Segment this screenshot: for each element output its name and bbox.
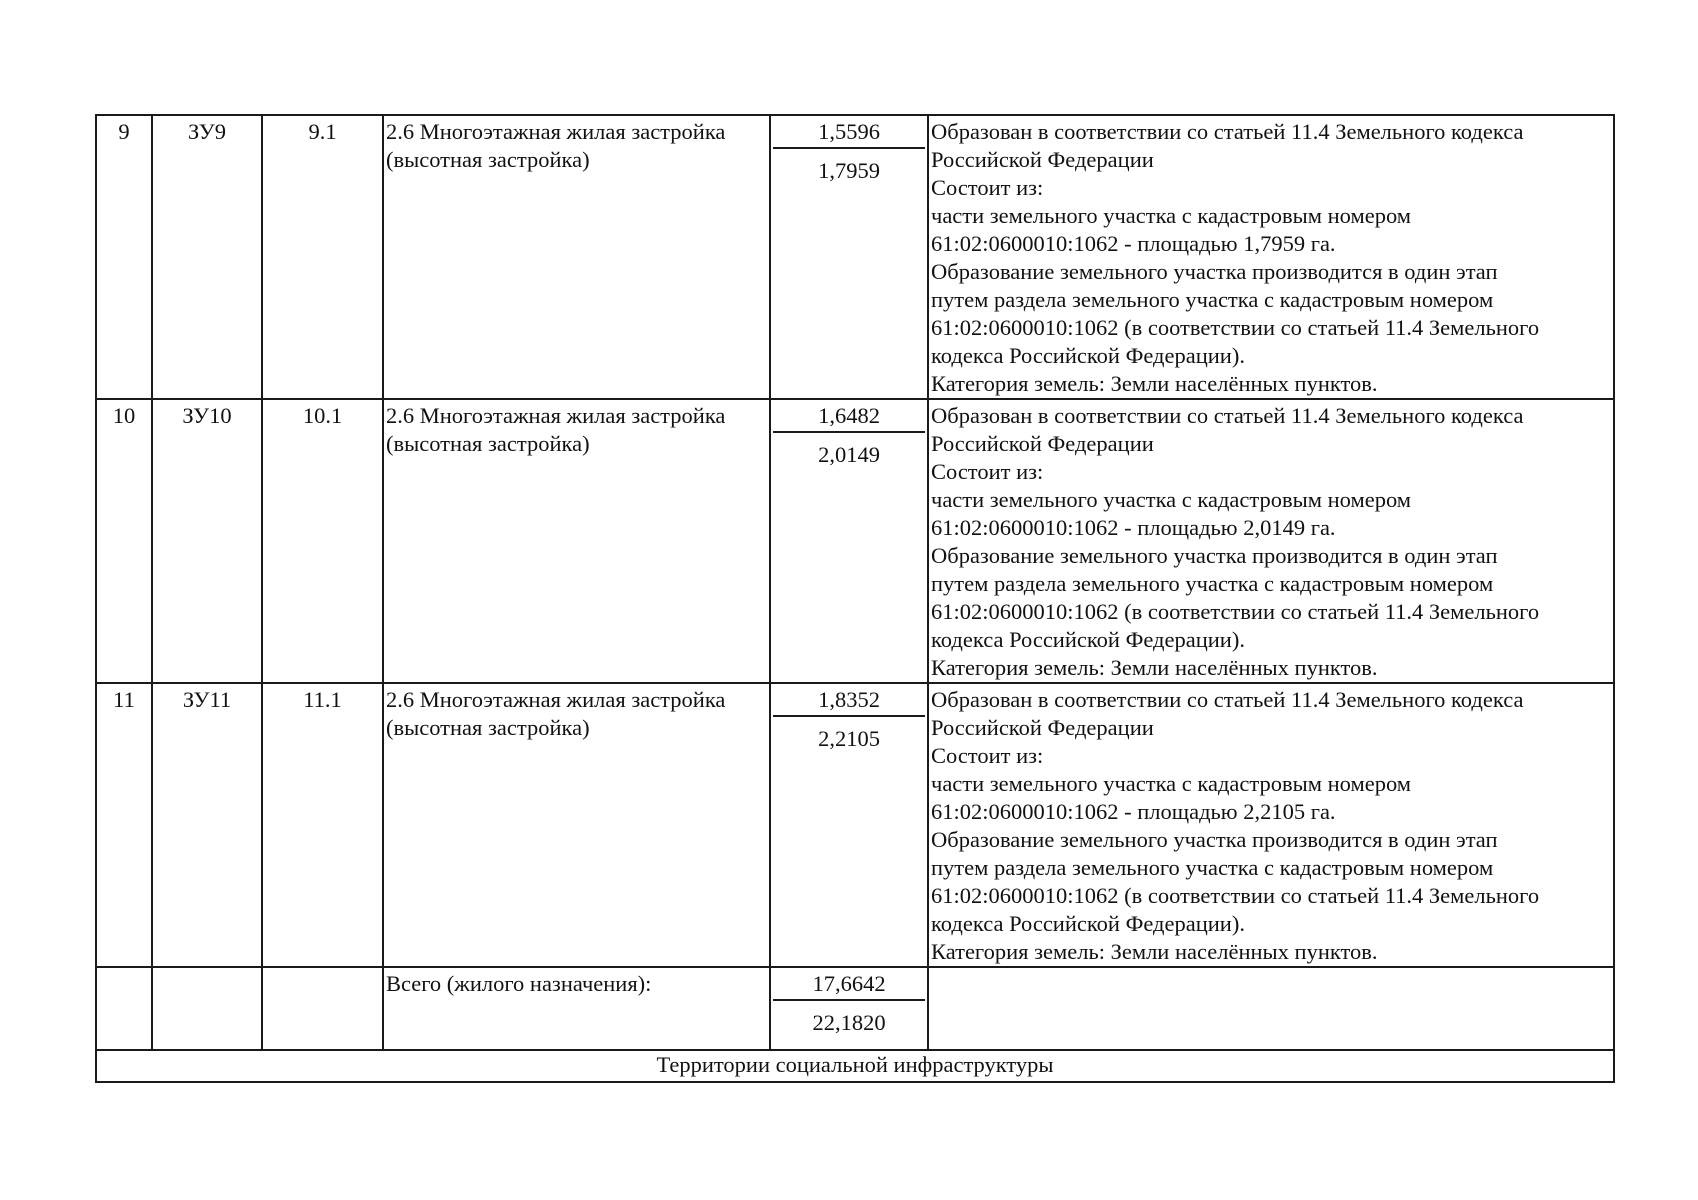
description-line: Образован в соответствии со статьей 11.4 Земельного кодекса <box>931 687 1524 712</box>
land-use-cell <box>383 115 770 399</box>
description-line: Российской Федерации <box>931 715 1154 740</box>
description-line: кодекса Российской Федерации). <box>931 911 1245 936</box>
total-label: Всего (жилого назначения): <box>383 967 770 1050</box>
land-use-line: (высотная застройка) <box>386 715 590 740</box>
total-area-cell <box>770 967 928 1050</box>
description-line: путем раздела земельного участка с кадастровым номером <box>931 855 1494 880</box>
total-area-top: 17,6642 <box>773 968 925 1001</box>
plot-subcode: 11.1 <box>262 683 383 967</box>
total-area-bottom: 22,1820 <box>812 1010 886 1035</box>
area-cell <box>770 115 928 399</box>
table-row <box>96 115 1614 399</box>
area-value-top: 1,8352 <box>773 684 925 717</box>
description-line: Состоит из: <box>931 459 1044 484</box>
description-line: 61:02:0600010:1062 (в соответствии со статьей 11.4 Земельного <box>931 315 1540 340</box>
description-cell <box>928 399 1614 683</box>
description-line: 61:02:0600010:1062 - площадью 1,7959 га. <box>931 231 1336 256</box>
plot-code: ЗУ11 <box>152 683 262 967</box>
description-line: кодекса Российской Федерации). <box>931 627 1245 652</box>
description-line: части земельного участка с кадастровым номером <box>931 771 1412 796</box>
table-row <box>96 683 1614 967</box>
area-value-top: 1,5596 <box>773 116 925 149</box>
land-use-cell <box>383 399 770 683</box>
plot-code: ЗУ10 <box>152 399 262 683</box>
area-value-bottom: 2,0149 <box>818 442 880 467</box>
land-use-line: 2.6 Многоэтажная жилая застройка <box>386 687 726 712</box>
description-line: 61:02:0600010:1062 (в соответствии со статьей 11.4 Земельного <box>931 599 1540 624</box>
section-heading: Территории социальной инфраструктуры <box>96 1050 1614 1082</box>
empty-cell <box>152 967 262 1050</box>
description-line: Категория земель: Земли населённых пунктов. <box>931 655 1378 680</box>
area-cell <box>770 683 928 967</box>
plot-code: ЗУ9 <box>152 115 262 399</box>
description-line: 61:02:0600010:1062 - площадью 2,2105 га. <box>931 799 1336 824</box>
description-line: Категория земель: Земли населённых пунктов. <box>931 371 1378 396</box>
table-row <box>96 399 1614 683</box>
description-cell <box>928 683 1614 967</box>
total-row <box>96 967 1614 1050</box>
plot-subcode: 9.1 <box>262 115 383 399</box>
land-use-line: (высотная застройка) <box>386 431 590 456</box>
area-cell <box>770 399 928 683</box>
area-value-bottom: 1,7959 <box>818 158 880 183</box>
description-line: Образование земельного участка производится в один этап <box>931 543 1498 568</box>
description-line: Российской Федерации <box>931 147 1154 172</box>
land-use-cell <box>383 683 770 967</box>
area-value-top: 1,6482 <box>773 400 925 433</box>
empty-cell <box>262 967 383 1050</box>
row-number: 10 <box>96 399 152 683</box>
description-line: части земельного участка с кадастровым номером <box>931 487 1412 512</box>
row-number: 11 <box>96 683 152 967</box>
description-line: Состоит из: <box>931 743 1044 768</box>
description-line: Состоит из: <box>931 175 1044 200</box>
description-line: Образование земельного участка производится в один этап <box>931 259 1498 284</box>
table-body <box>96 115 1614 1082</box>
description-line: путем раздела земельного участка с кадастровым номером <box>931 571 1494 596</box>
land-use-line: 2.6 Многоэтажная жилая застройка <box>386 403 726 428</box>
area-value-bottom: 2,2105 <box>818 726 880 751</box>
description-line: Образован в соответствии со статьей 11.4 Земельного кодекса <box>931 119 1524 144</box>
description-line: Образован в соответствии со статьей 11.4 Земельного кодекса <box>931 403 1524 428</box>
description-line: Категория земель: Земли населённых пунктов. <box>931 939 1378 964</box>
land-plots-table <box>95 114 1615 1083</box>
description-line: Российской Федерации <box>931 431 1154 456</box>
description-cell <box>928 115 1614 399</box>
description-line: 61:02:0600010:1062 - площадью 2,0149 га. <box>931 515 1336 540</box>
plot-subcode: 10.1 <box>262 399 383 683</box>
description-line: 61:02:0600010:1062 (в соответствии со статьей 11.4 Земельного <box>931 883 1540 908</box>
section-row <box>96 1050 1614 1082</box>
description-line: части земельного участка с кадастровым номером <box>931 203 1412 228</box>
description-line: путем раздела земельного участка с кадастровым номером <box>931 287 1494 312</box>
description-line: Образование земельного участка производится в один этап <box>931 827 1498 852</box>
description-line: кодекса Российской Федерации). <box>931 343 1245 368</box>
empty-cell <box>928 967 1614 1050</box>
row-number: 9 <box>96 115 152 399</box>
empty-cell <box>96 967 152 1050</box>
land-use-line: (высотная застройка) <box>386 147 590 172</box>
land-use-line: 2.6 Многоэтажная жилая застройка <box>386 119 726 144</box>
